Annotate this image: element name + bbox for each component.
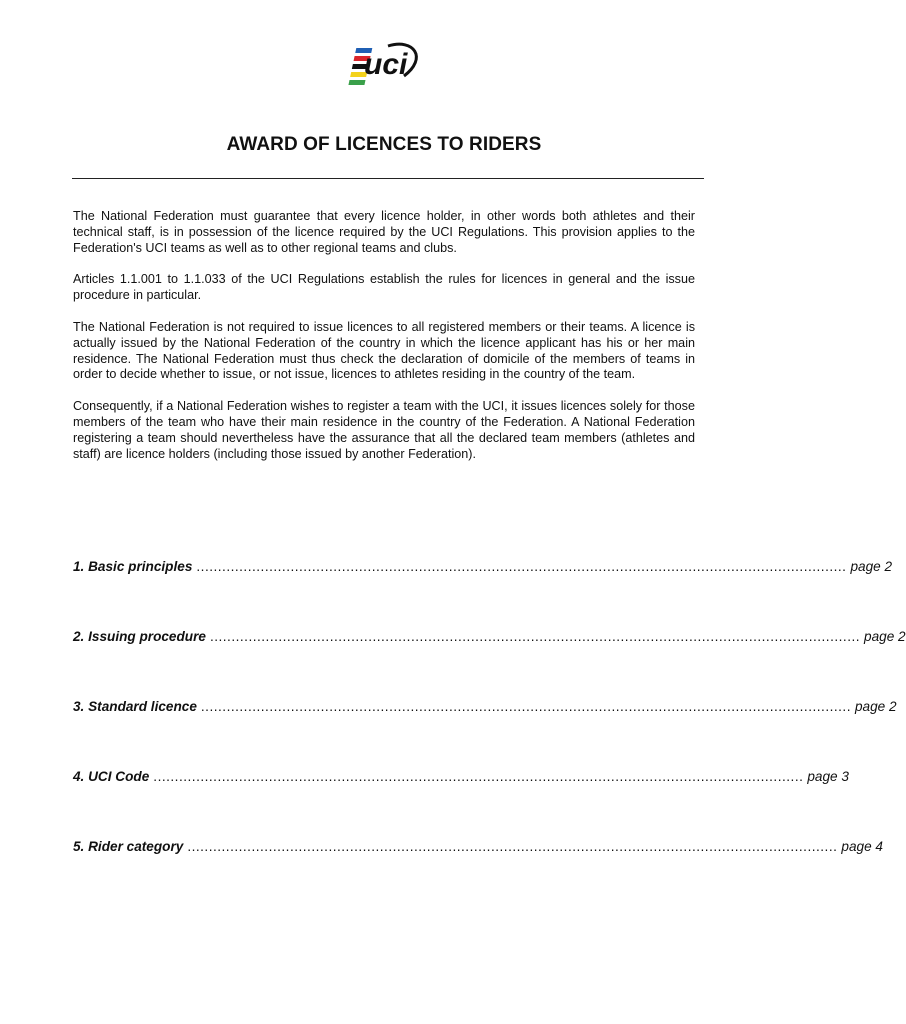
uci-rainbow-logo-icon: [344, 40, 426, 92]
toc-entry-uci-code[interactable]: [73, 768, 849, 786]
toc-label: 1. Basic principles: [73, 559, 193, 574]
toc-entry-rider-category[interactable]: [73, 838, 883, 856]
toc-label: 5. Rider category: [73, 839, 184, 854]
toc-page: page 2: [864, 629, 906, 644]
toc-label: 2. Issuing procedure: [73, 629, 206, 644]
toc-leader: ........................................................................................................................................................: [153, 769, 804, 784]
toc-page: page 3: [807, 769, 849, 784]
toc-leader: ........................................................................................................................................................: [196, 559, 847, 574]
toc-leader: ........................................................................................................................................................: [209, 629, 861, 644]
toc-page: page 2: [854, 699, 897, 714]
toc-page: page 4: [841, 839, 883, 854]
toc-label: 4. UCI Code: [73, 769, 150, 784]
toc-leader: ........................................................................................................................................................: [187, 839, 838, 854]
page-title: AWARD OF LICENCES TO RIDERS: [226, 134, 542, 155]
toc-label: 3. Standard licence: [73, 699, 197, 714]
toc-entry-basic-principles[interactable]: [73, 558, 893, 576]
toc-entry-standard-licence[interactable]: [73, 698, 897, 716]
paragraph: The National Federation must guarantee that every licence holder, in other words both athletes and their technical staff, is in possession of the licence required by the UCI Regulations. This provision applies to the Federation's UCI teams as well as to other regional teams and clubs.: [73, 209, 695, 255]
body-text: [73, 209, 695, 478]
title-divider: [72, 178, 704, 179]
toc-entry-issuing-procedure[interactable]: [73, 628, 906, 646]
logo-text: uci: [364, 48, 408, 81]
toc-leader: ........................................................................................................................................................: [200, 699, 851, 714]
paragraph: Articles 1.1.001 to 1.1.033 of the UCI Regulations establish the rules for licences in general and the issue procedure in particular.: [73, 272, 695, 303]
paragraph: Consequently, if a National Federation wishes to register a team with the UCI, it issues licences solely for those members of the team who have their main residence in the country of the Federation. A National Federation registering a team should nevertheless have the assurance that all the declared team members (athletes and staff) are licence holders (including those issued by another Federation).: [73, 399, 695, 461]
paragraph: The National Federation is not required to issue licences to all registered members or their teams. A licence is actually issued by the National Federation of the country in which the licence applicant has his or her main residence. The National Federation must thus check the declaration of domicile of the members of teams in order to decide whether to issue, or not issue, licences to athletes residing in the country of the team.: [73, 319, 695, 382]
uci-logo: [344, 40, 426, 92]
toc-page: page 2: [850, 559, 893, 574]
